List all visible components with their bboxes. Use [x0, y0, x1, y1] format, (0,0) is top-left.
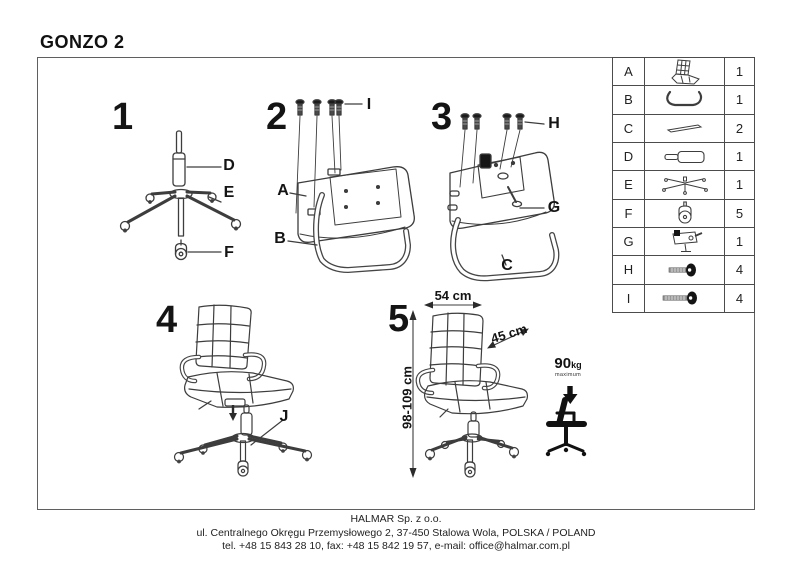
step3-mechanism-drawing: [440, 95, 615, 290]
max-weight-qualifier: maximum: [555, 372, 581, 378]
step4-assembly-drawing: [155, 295, 330, 495]
part-qty: 1: [735, 64, 744, 80]
callout-C: C: [501, 257, 513, 274]
chair-upper-drawing: [182, 305, 294, 409]
parts-table-row: [613, 285, 754, 312]
max-weight-value: 90: [554, 355, 572, 372]
callout-D: D: [223, 157, 235, 174]
dimension-height: 98-109 cm: [399, 366, 415, 429]
footer-address: ul. Centralnego Okręgu Przemysłowego 2, 37-450 Stalowa Wola, POLSKA / POLAND: [196, 526, 596, 539]
parts-table-row: [613, 171, 754, 199]
leader-H: [525, 122, 544, 124]
part-qty: 4: [735, 290, 744, 306]
part-qty: 5: [735, 205, 744, 221]
max-weight-pictogram: [546, 386, 586, 456]
short-bolt-icon: [645, 256, 725, 283]
footer-contact: tel. +48 15 843 28 10, fax: +48 15 842 19 57, e-mail: office@halmar.com.pl: [222, 540, 570, 552]
page-title: GONZO 2: [40, 32, 125, 52]
armrest-frame-icon: [645, 86, 725, 113]
seat-back-icon: [645, 58, 725, 85]
parts-table: [612, 57, 755, 313]
long-bolt-icon: [645, 285, 725, 312]
part-letter: D: [613, 143, 645, 170]
parts-table-row: [613, 200, 754, 228]
footer-company: HALMAR Sp. z o.o.: [350, 513, 442, 525]
callout-H: H: [548, 115, 560, 132]
parts-table-row: [613, 143, 754, 171]
step3-number: 3: [431, 96, 453, 138]
step2-seat-frame-drawing: [278, 95, 433, 285]
seat-underside-drawing: [450, 152, 554, 228]
part-qty: 1: [735, 177, 744, 193]
part-letter: I: [613, 285, 645, 312]
parts-table-row: [613, 58, 754, 86]
max-weight-label: [545, 356, 591, 379]
callout-I: I: [366, 96, 372, 113]
callout-J: J: [279, 408, 289, 425]
step1-number: 1: [112, 96, 134, 138]
max-weight-unit: kg: [571, 360, 582, 370]
callout-E: E: [223, 184, 235, 201]
screws-H-drawing: [460, 114, 524, 187]
dimension-width: 54 cm: [434, 288, 472, 303]
part-letter: B: [613, 86, 645, 113]
callout-F: F: [224, 244, 234, 261]
parts-table-row: [613, 115, 754, 143]
part-qty: 1: [735, 234, 744, 250]
support-rod-icon: [645, 115, 725, 142]
part-letter: F: [613, 200, 645, 227]
part-qty: 2: [735, 120, 744, 136]
parts-table-row: [613, 86, 754, 114]
caster-drawing: [176, 240, 187, 260]
part-letter: H: [613, 256, 645, 283]
part-qty: 1: [735, 92, 744, 108]
part-letter: A: [613, 58, 645, 85]
parts-table-row: [613, 256, 754, 284]
part-qty: 1: [735, 149, 744, 165]
footer: [37, 513, 755, 554]
step5-number: 5: [388, 298, 410, 340]
step2-number: 2: [266, 96, 288, 138]
armrest-frame-drawing: [316, 195, 408, 270]
tilt-mechanism-icon: [645, 228, 725, 255]
step4-number: 4: [156, 299, 178, 341]
callout-G: G: [547, 199, 561, 216]
callout-B: B: [274, 230, 286, 247]
gas-lift-drawing: [173, 131, 185, 186]
callout-A: A: [277, 182, 289, 199]
part-letter: E: [613, 171, 645, 198]
part-letter: C: [613, 115, 645, 142]
parts-table-row: [613, 228, 754, 256]
gas-lift-icon: [645, 143, 725, 170]
star-base-icon: [645, 171, 725, 198]
caster-wheel-icon: [645, 200, 725, 227]
part-letter: G: [613, 228, 645, 255]
part-qty: 4: [735, 262, 744, 278]
dimension-depth: 45 cm: [489, 320, 529, 347]
